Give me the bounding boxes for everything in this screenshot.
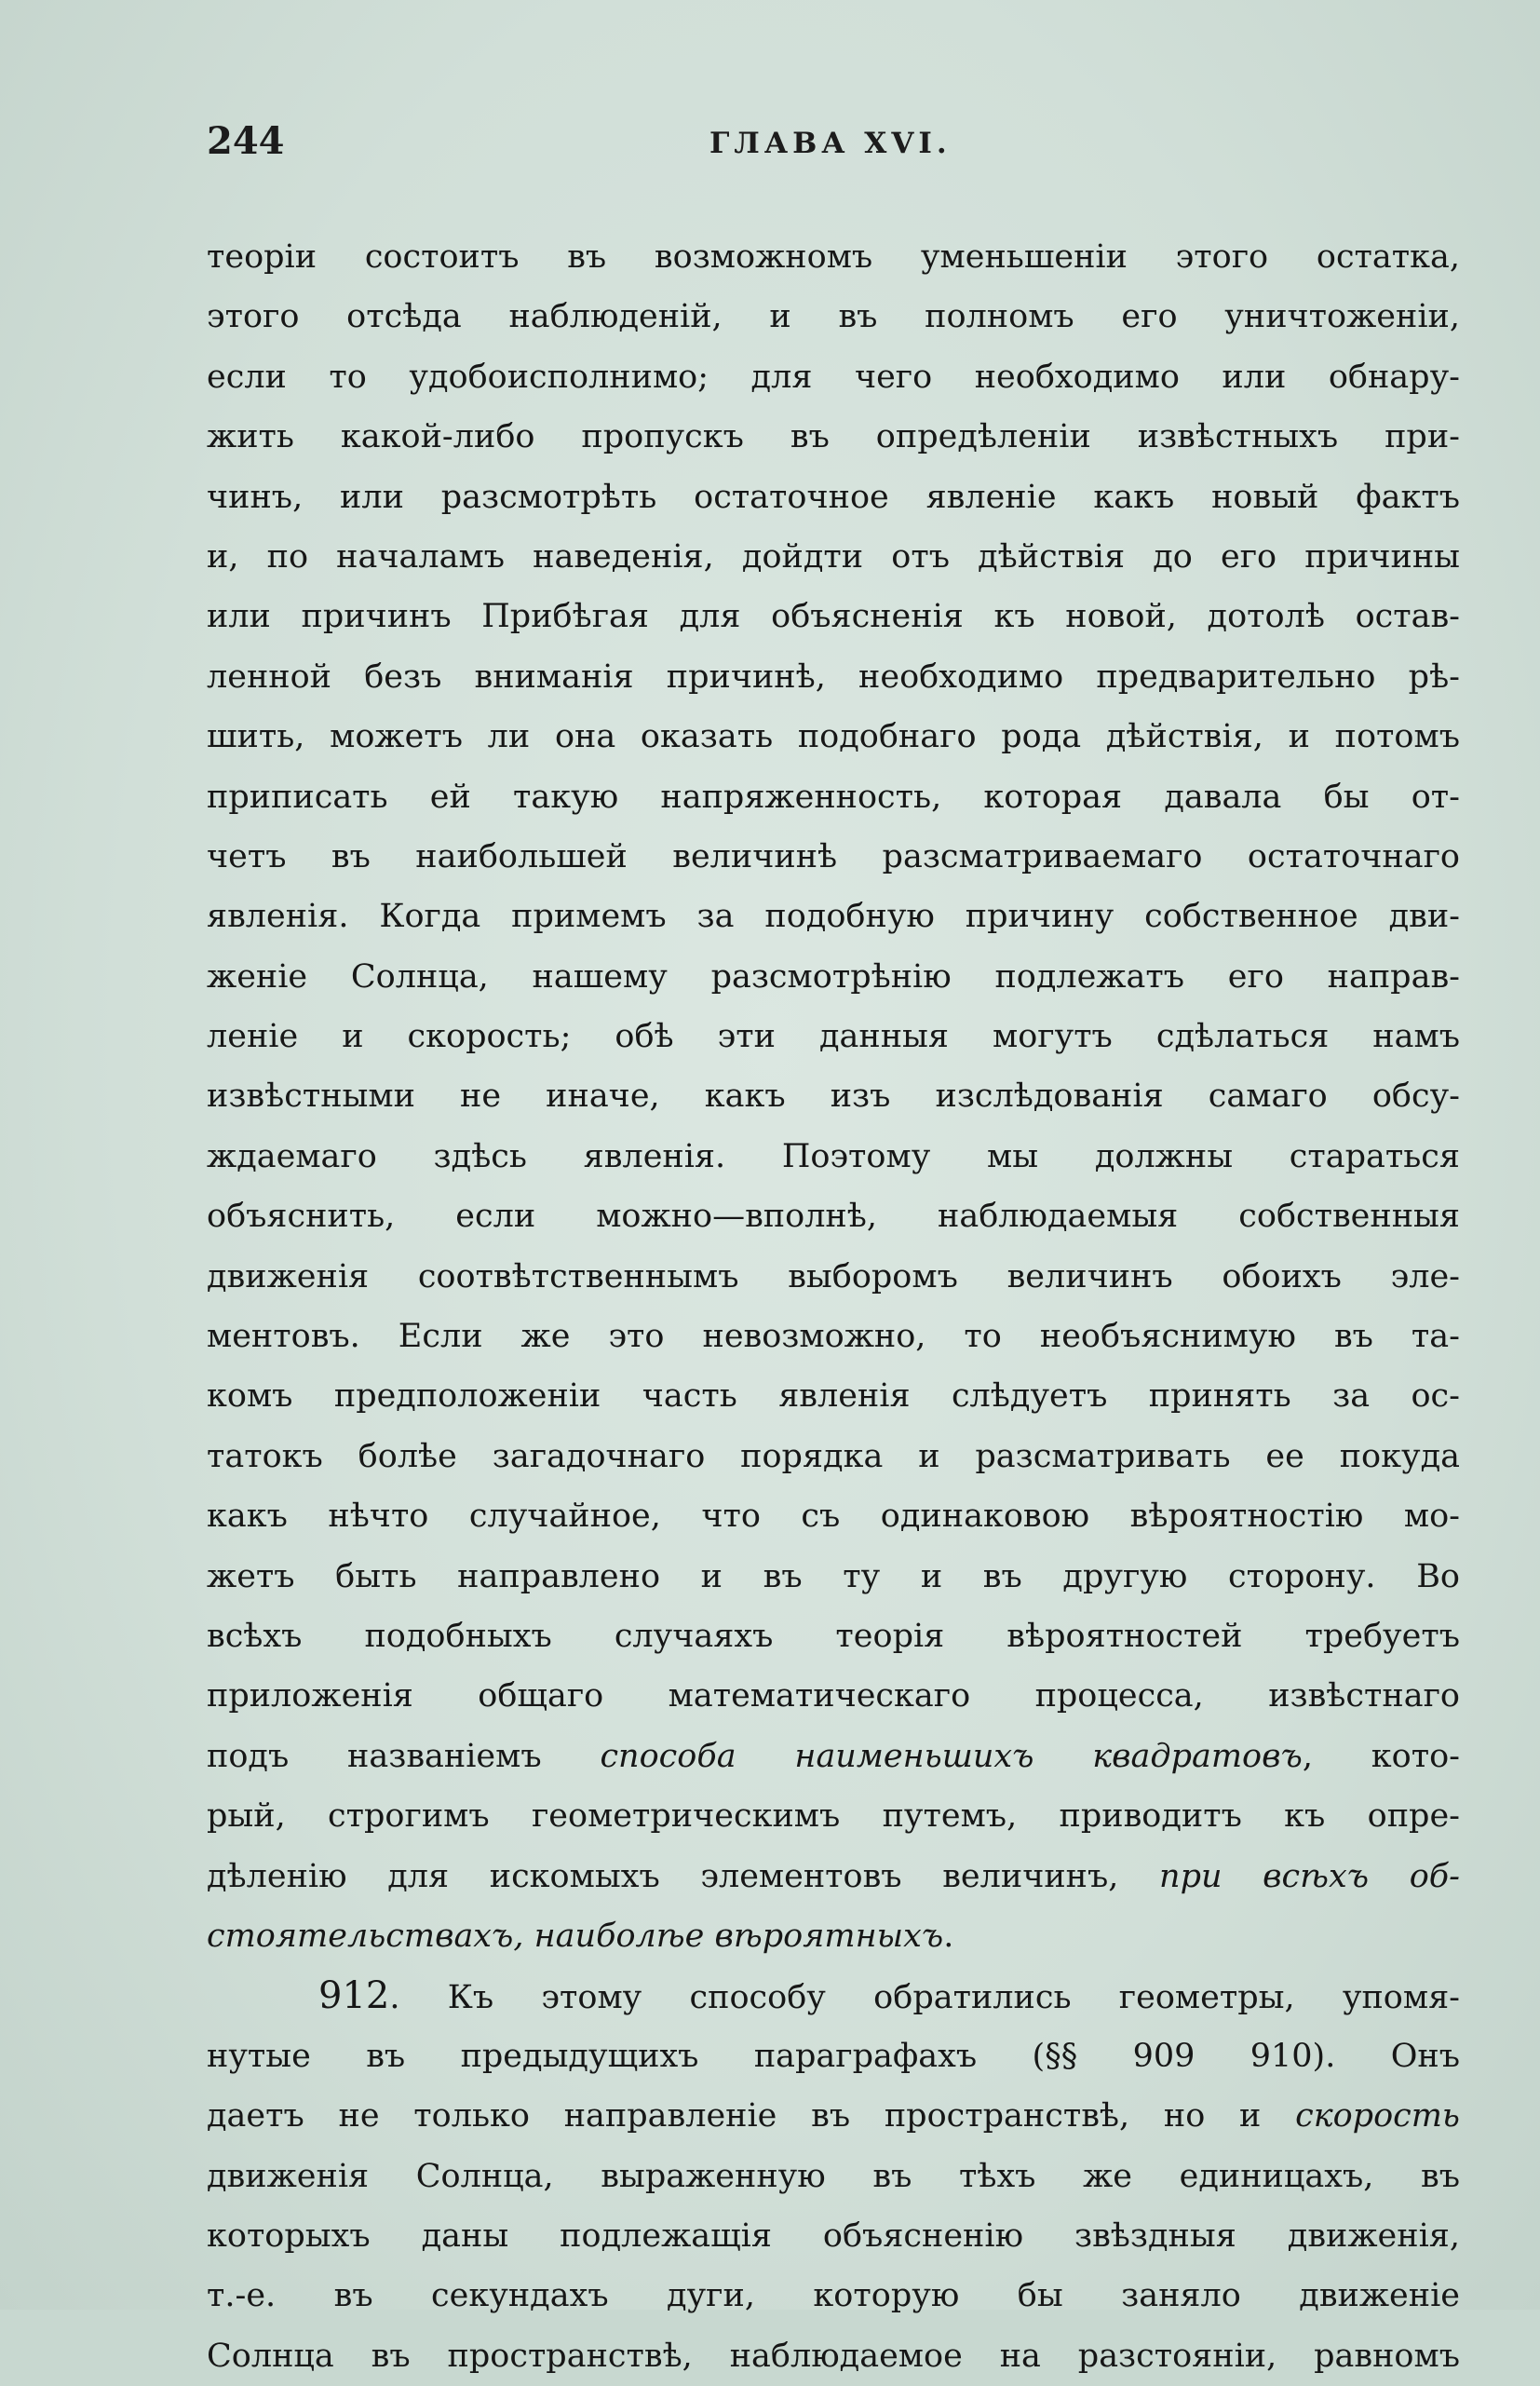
text-line: извѣстными не иначе, какъ изъ изслѣдованія самаго обсу- [207, 1078, 1460, 1116]
page-number: 244 [207, 119, 285, 163]
text-line: ленной безъ вниманія причинѣ, необходимо предварительно рѣ- [207, 658, 1460, 696]
paragraph-number: 912 [318, 1974, 390, 2018]
text-line: приложенія общаго математическаго процесса, извѣстнаго [207, 1677, 1460, 1715]
text-line: явленія. Когда примемъ за подобную причину собственное дви- [207, 898, 1460, 936]
italic-phrase: при всѣхъ об- [1159, 1857, 1460, 1895]
italic-word: скорость [1295, 2097, 1460, 2135]
text-line: теоріи состоитъ въ возможномъ уменьшеніи этого остатка, [207, 238, 1460, 276]
text-line: и, по началамъ наведенія, дойдти отъ дѣйствія до его причины [207, 537, 1460, 576]
text-line: Солнца въ пространствѣ, наблюдаемое на разстояніи, равномъ [207, 2337, 1460, 2375]
text-line: приписать ей такую напряженность, которая давала бы от- [207, 778, 1460, 816]
text-line: всѣхъ подобныхъ случаяхъ теорія вѣроятностей требуетъ [207, 1617, 1460, 1655]
text-line: чинъ, или разсмотрѣть остаточное явленіе какъ новый фактъ [207, 478, 1460, 516]
text-line: жетъ быть направлено и въ ту и въ другую сторону. Во [207, 1557, 1460, 1595]
text-line: этого отсѣда наблюденій, и въ полномъ его уничтоженіи, [207, 298, 1460, 336]
text-line: подъ названіемъ способа наименьшихъ квадратовъ, кото- [207, 1737, 1460, 1775]
body-text [207, 227, 1460, 2386]
text-line: какъ нѣчто случайное, что съ одинаковою вѣроятностію мо- [207, 1498, 1460, 1536]
text-line: четъ въ наибольшей величинѣ разсматриваемаго остаточнаго [207, 837, 1460, 875]
text-line: ждаемаго здѣсь явленія. Поэтому мы должны стараться [207, 1137, 1460, 1175]
page-header [207, 119, 1460, 175]
text-line: рый, строгимъ геометрическимъ путемъ, приводитъ къ опре- [207, 1797, 1460, 1836]
text-line: леніе и скорость; обѣ эти данныя могутъ сдѣлаться намъ [207, 1018, 1460, 1056]
text-line: дѣленію для искомыхъ элементовъ величинъ, при всѣхъ об- [207, 1857, 1460, 1895]
text-line: движенія соотвѣтственнымъ выборомъ величинъ обоихъ эле- [207, 1257, 1460, 1295]
text-line: нутые въ предыдущихъ параграфахъ (§§ 909 910). Онъ [207, 2037, 1460, 2075]
text-line: стоятельствахъ, наиболѣе вѣроятныхъ. [207, 1917, 954, 1955]
text-line: жить какой-либо пропускъ въ опредѣленіи извѣстныхъ при- [207, 418, 1460, 456]
text-line: татокъ болѣе загадочнаго порядка и разсматривать ее покуда [207, 1437, 1460, 1475]
text-line: женіе Солнца, нашему разсмотрѣнію подлежатъ его направ- [207, 957, 1460, 996]
text-line: которыхъ даны подлежащія объясненію звѣздныя движенія, [207, 2217, 1460, 2255]
text-line: даетъ не только направленіе въ пространствѣ, но и скорость [207, 2097, 1460, 2135]
text-line: если то удобоисполнимо; для чего необходимо или обнару- [207, 358, 1460, 396]
text-line: или причинъ Прибѣгая для объясненія къ новой, дотолѣ остав- [207, 598, 1460, 636]
text-line: объяснить, если можно—вполнѣ, наблюдаемыя собственныя [207, 1198, 1460, 1236]
text-line: шить, можетъ ли она оказать подобнаго рода дѣйствія, и потомъ [207, 718, 1460, 756]
italic-term: способа наименьшихъ квадратовъ [600, 1737, 1303, 1775]
text-line: комъ предположеніи часть явленія слѣдуетъ принять за ос- [207, 1377, 1460, 1416]
paragraph-start-line: 912. Къ этому способу обратились геометры, упомя- [318, 1974, 1460, 2018]
text-line: т.-е. въ секундахъ дуги, которую бы заняло движеніе [207, 2277, 1460, 2315]
running-head: ГЛАВА XVI. [709, 127, 952, 160]
text-line: движенія Солнца, выраженную въ тѣхъ же единицахъ, въ [207, 2157, 1460, 2195]
italic-phrase: стоятельствахъ, наиболѣе вѣроятныхъ [207, 1917, 944, 1955]
text-line: ментовъ. Если же это невозможно, то необъяснимую въ та- [207, 1318, 1460, 1356]
